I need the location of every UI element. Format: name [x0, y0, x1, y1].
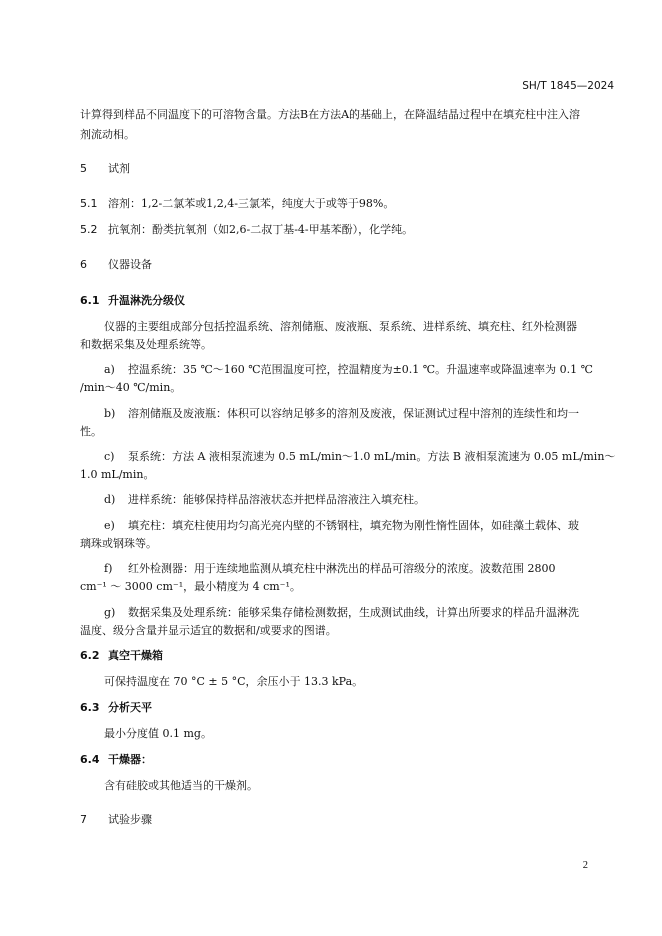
item-b-line-1 [104, 405, 579, 421]
clause-text: 抗氧剂：酚类抗氧剂（如2,6-二叔丁基-4-甲基苯酚），化学纯。 [108, 223, 414, 236]
clause-number: 5.2 [80, 223, 98, 236]
item-text: 泵系统：方法 A 液相泵流速为 0.5 mL/min～1.0 mL/min。方法 B 液相泵流速为 0.05 mL/min～ [128, 450, 616, 463]
clause-6-4-heading [80, 751, 152, 767]
item-text: 溶剂储瓶及废液瓶：体积可以容纳足够多的溶剂及废液，保证测试过程中溶剂的连续性和均一 [128, 407, 579, 420]
item-f-line-2: cm⁻¹ ～ 3000 cm⁻¹，最小精度为 4 cm⁻¹。 [80, 580, 301, 593]
item-b-line-2: 性。 [80, 425, 102, 438]
clause-text: 溶剂：1,2-二氯苯或1,2,4-三氯苯，纯度大于或等于98%。 [108, 197, 395, 210]
section-title: 仪器设备 [108, 258, 152, 271]
clause-title: 分析天平 [108, 701, 152, 714]
item-text: 控温系统：35 ℃～160 ℃范围温度可控，控温精度为±0.1 ℃。升温速率或降温速率为 0.1 ℃ [128, 363, 593, 376]
item-label: e) [104, 519, 115, 532]
section-number: 7 [80, 813, 87, 826]
section-number: 5 [80, 162, 87, 175]
item-c-line-2: 1.0 mL/min。 [80, 468, 155, 481]
item-a-line-1 [104, 361, 593, 377]
clause-6-4-text: 含有硅胶或其他适当的干燥剂。 [104, 779, 258, 792]
clause-title: 干燥器： [108, 753, 152, 766]
clause-title: 真空干燥箱 [108, 649, 163, 662]
item-a-line-2: /min～40 ℃/min。 [80, 381, 182, 394]
item-c-line-1 [104, 448, 615, 464]
clause-number: 5.1 [80, 197, 98, 210]
section-6-heading [80, 256, 152, 272]
clause-6-1-para-line-1: 仪器的主要组成部分包括控温系统、溶剂储瓶、废液瓶、泵系统、进样系统、填充柱、红外检测器 [104, 320, 577, 333]
clause-title: 升温淋洗分级仪 [108, 294, 185, 307]
item-label: c) [104, 450, 115, 463]
item-text: 红外检测器：用于连续地监测从填充柱中淋洗出的样品可溶级分的浓度。波数范围 2800 [128, 562, 556, 575]
section-title: 试验步骤 [108, 813, 152, 826]
item-text: 填充柱：填充柱使用均匀高光亮内壁的不锈钢柱，填充物为刚性惰性固体，如硅藻土载体、玻 [128, 519, 579, 532]
standard-code-header: SH/T 1845—2024 [522, 80, 614, 92]
item-label: f) [104, 562, 113, 575]
clause-number: 6.4 [80, 753, 100, 766]
item-label: g) [104, 606, 116, 619]
clause-6-1-para-line-2: 和数据采集及处理系统等。 [80, 338, 212, 351]
item-text: 进样系统：能够保持样品溶液状态并把样品溶液注入填充柱。 [128, 493, 425, 506]
clause-number: 6.1 [80, 294, 100, 307]
clause-number: 6.3 [80, 701, 100, 714]
item-label: d) [104, 493, 116, 506]
section-number: 6 [80, 258, 87, 271]
item-text: 数据采集及处理系统：能够采集存储检测数据，生成测试曲线，计算出所要求的样品升温淋洗 [128, 606, 579, 619]
clause-5-1 [80, 195, 394, 211]
clause-6-2-heading [80, 647, 163, 663]
section-title: 试剂 [108, 162, 130, 175]
item-label: a) [104, 363, 115, 376]
section-7-heading [80, 811, 152, 827]
clause-6-2-text: 可保持温度在 70 °C ± 5 °C，余压小于 13.3 kPa。 [104, 675, 364, 688]
intro-line-2: 剂流动相。 [80, 128, 135, 141]
clause-6-3-text: 最小分度值 0.1 mg。 [104, 727, 212, 740]
clause-5-2 [80, 221, 413, 237]
section-5-heading [80, 160, 130, 176]
item-label: b) [104, 407, 116, 420]
item-e-line-1 [104, 517, 579, 533]
clause-6-1-heading [80, 292, 185, 308]
item-g-line-2: 温度、级分含量并显示适宜的数据和/或要求的图谱。 [80, 624, 337, 637]
clause-6-3-heading [80, 699, 152, 715]
item-g-line-1 [104, 604, 579, 620]
clause-number: 6.2 [80, 649, 100, 662]
intro-line-1: 计算得到样品不同温度下的可溶物含量。方法B在方法A的基础上，在降温结晶过程中在填充柱中注入溶 [80, 108, 581, 121]
item-e-line-2: 璃珠或钢珠等。 [80, 537, 157, 550]
page-number: 2 [582, 860, 588, 871]
item-d-line-1 [104, 491, 425, 507]
item-f-line-1 [104, 560, 556, 576]
